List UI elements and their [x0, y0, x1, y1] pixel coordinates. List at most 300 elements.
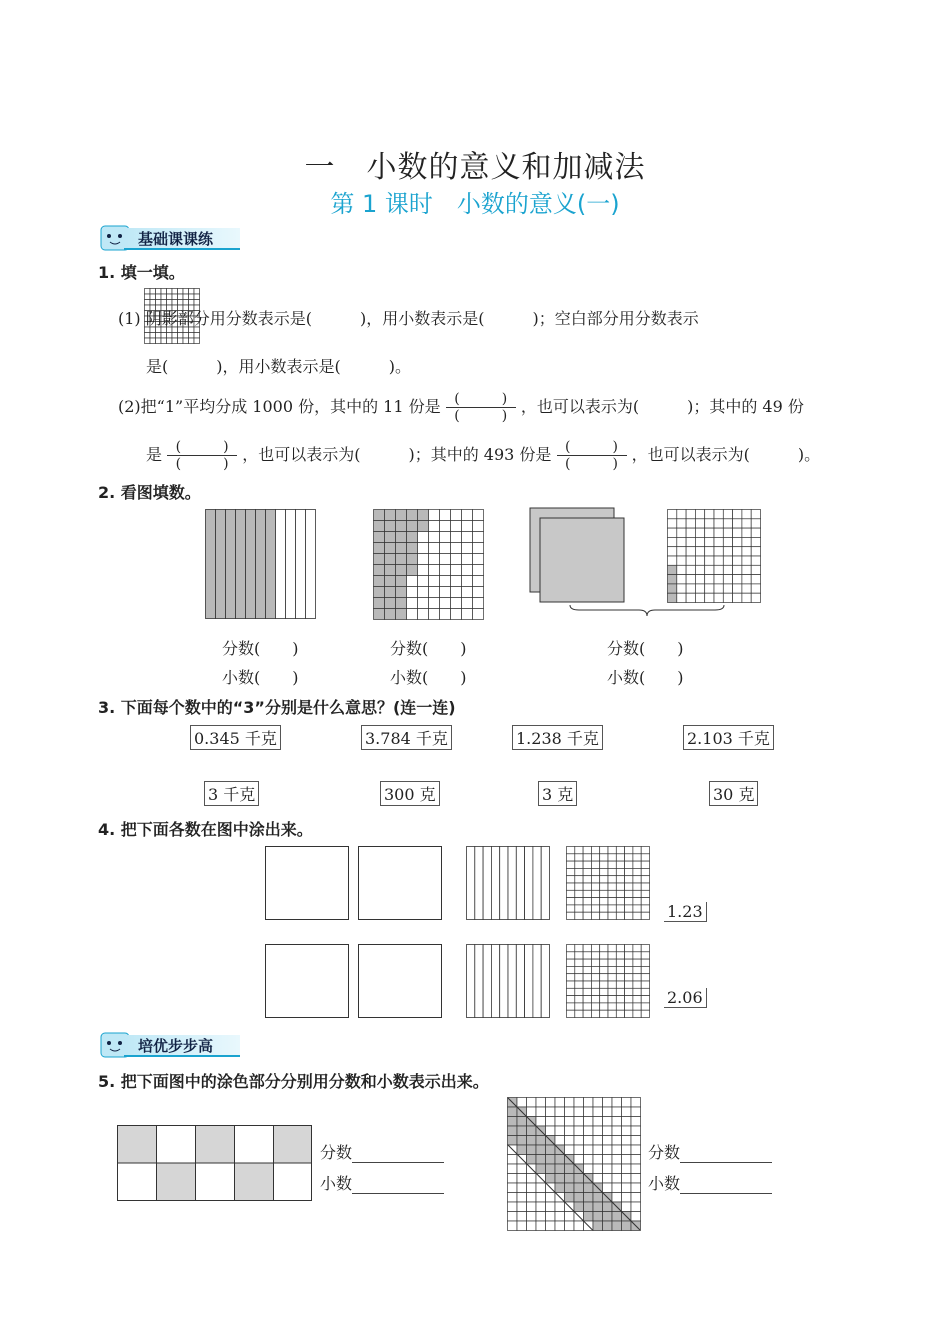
grid-cell — [641, 868, 649, 875]
grid-cell — [631, 1174, 641, 1184]
q3-bottom-box-3[interactable]: 3 克 — [538, 781, 577, 806]
grid-cell — [603, 1221, 613, 1231]
grid-cell — [575, 876, 583, 883]
grid-cell — [668, 593, 677, 602]
grid-cell — [194, 333, 200, 339]
grid-cell — [575, 883, 583, 890]
grid-cell — [600, 876, 608, 883]
grid-cell — [631, 1183, 641, 1193]
frac-num: ( ) — [175, 439, 229, 455]
grid-cell — [695, 510, 704, 519]
grid-cell — [565, 1174, 575, 1184]
grid-cell — [591, 861, 599, 868]
grid-cell — [565, 1212, 575, 1222]
grid-cell — [546, 1117, 556, 1127]
grid-cell — [156, 300, 162, 306]
grid-cell — [567, 905, 575, 912]
grid-cell — [418, 510, 429, 521]
grid-cell — [536, 1107, 546, 1117]
grid-cell — [668, 537, 677, 546]
grid-cell — [451, 543, 462, 554]
grid-cell — [695, 537, 704, 546]
grid-cell — [603, 1136, 613, 1146]
grid-cell — [584, 1212, 594, 1222]
grid-cell — [612, 1212, 622, 1222]
grid-cell — [508, 1221, 518, 1231]
grid-cell — [575, 1010, 583, 1017]
grid-cell — [616, 1003, 624, 1010]
grid-cell — [145, 289, 151, 295]
grid-cell — [608, 959, 616, 966]
grid-cell — [161, 300, 167, 306]
strip-segment — [533, 945, 541, 1018]
grid-cell — [527, 1202, 537, 1212]
grid-cell — [567, 945, 575, 952]
grid-cell — [574, 1221, 584, 1231]
grid-cell — [686, 510, 695, 519]
grid-cell — [633, 847, 641, 854]
grid-cell — [591, 952, 599, 959]
grid-cell — [591, 847, 599, 854]
grid-cell — [145, 333, 151, 339]
strip-segment — [483, 847, 491, 920]
fraction-blank-3[interactable] — [557, 440, 627, 471]
grid-cell — [555, 1174, 565, 1184]
grid-cell — [633, 868, 641, 875]
strip-segment — [483, 945, 491, 1018]
q3-top-box-4[interactable]: 2.103 千克 — [683, 725, 774, 750]
grid-cell — [429, 532, 440, 543]
grid-cell — [555, 1164, 565, 1174]
grid-cell — [451, 576, 462, 587]
grid-cell — [555, 1155, 565, 1165]
grid-cell — [641, 912, 649, 919]
q5-dec-label-1: 小数 — [320, 1171, 444, 1194]
grid-cell — [622, 1164, 632, 1174]
grid-cell — [385, 609, 396, 620]
grid-cell — [631, 1212, 641, 1222]
grid-cell — [616, 974, 624, 981]
grid-cell — [733, 584, 742, 593]
grid-cell — [517, 1136, 527, 1146]
grid-cell — [508, 1136, 518, 1146]
lesson-title: 第 1 课时 小数的意义(一) — [330, 190, 620, 218]
grid-cell — [641, 981, 649, 988]
grid-cell — [641, 876, 649, 883]
grid-cell — [567, 854, 575, 861]
grid-cell — [567, 861, 575, 868]
grid-cell — [172, 289, 178, 295]
grid-cell — [178, 289, 184, 295]
grid-cell — [194, 300, 200, 306]
grid-cell — [575, 1003, 583, 1010]
grid-cell — [603, 1174, 613, 1184]
grid-cell — [527, 1183, 537, 1193]
grid-cell — [583, 974, 591, 981]
strip-segment — [246, 510, 256, 619]
grid-cell — [668, 510, 677, 519]
grid-cell — [677, 556, 686, 565]
grid-cell — [583, 868, 591, 875]
answer-blank[interactable] — [352, 1177, 444, 1194]
grid-cell — [385, 576, 396, 587]
grid-cell — [723, 565, 732, 574]
grid-cell — [622, 1202, 632, 1212]
grid-cell — [742, 556, 751, 565]
grid-cell — [616, 847, 624, 854]
grid-cell — [575, 868, 583, 875]
grid-cell — [473, 609, 484, 620]
grid-cell — [723, 537, 732, 546]
fraction-blank-1[interactable] — [446, 392, 516, 423]
grid-cell — [633, 1003, 641, 1010]
grid-cell — [686, 519, 695, 528]
grid-cell — [633, 988, 641, 995]
grid-cell — [608, 981, 616, 988]
grid-cell — [555, 1126, 565, 1136]
grid-cell — [440, 565, 451, 576]
grid-cell — [396, 598, 407, 609]
grid-cell — [440, 598, 451, 609]
grid-cell — [374, 598, 385, 609]
grid-cell — [668, 565, 677, 574]
q3-top-box-3[interactable]: 1.238 千克 — [512, 725, 603, 750]
q2-frac-label-3: 分数( ) — [607, 639, 684, 658]
grid-cell — [641, 988, 649, 995]
grid-cell — [575, 854, 583, 861]
grid-cell — [527, 1174, 537, 1184]
grid-cell — [584, 1183, 594, 1193]
grid-cell — [641, 905, 649, 912]
grid-cell — [625, 868, 633, 875]
grid-cell — [536, 1183, 546, 1193]
grid-cell — [705, 593, 714, 602]
grid-cell — [608, 1010, 616, 1017]
grid-cell — [677, 565, 686, 574]
grid-cell — [612, 1098, 622, 1108]
grid-cell — [616, 981, 624, 988]
grid-cell — [508, 1107, 518, 1117]
grid-cell — [429, 543, 440, 554]
grid-cell — [625, 974, 633, 981]
grid-cell — [583, 854, 591, 861]
q2-dec-label-2: 小数( ) — [390, 668, 467, 687]
q2-frac-label-2: 分数( ) — [390, 639, 467, 658]
grid-cell — [575, 945, 583, 952]
grid-cell — [608, 905, 616, 912]
answer-blank[interactable] — [352, 1146, 444, 1163]
grid-cell — [677, 584, 686, 593]
grid-cell — [583, 966, 591, 973]
grid-cell — [751, 556, 760, 565]
grid-cell — [705, 510, 714, 519]
grid-cell — [608, 883, 616, 890]
grid-cell — [574, 1136, 584, 1146]
grid-cell — [723, 575, 732, 584]
grid-cell — [622, 1145, 632, 1155]
grid-cell — [631, 1107, 641, 1117]
grid-cell — [462, 587, 473, 598]
strip-segment — [306, 510, 316, 619]
grid-cell — [714, 593, 723, 602]
grid-cell — [546, 1145, 556, 1155]
grid-cell — [723, 593, 732, 602]
grid-cell — [555, 1202, 565, 1212]
grid-cell — [608, 868, 616, 875]
grid-cell — [677, 510, 686, 519]
grid-cell — [429, 609, 440, 620]
answer-blank[interactable] — [680, 1146, 772, 1163]
grid-cell — [591, 945, 599, 952]
grid-cell — [396, 543, 407, 554]
grid-cell — [695, 547, 704, 556]
q4-row1-strips[interactable] — [466, 846, 550, 920]
q4-row1-square-1[interactable] — [265, 846, 349, 920]
grid-cell — [407, 587, 418, 598]
grid-cell — [508, 1183, 518, 1193]
grid-cell — [156, 289, 162, 295]
q2-dec-label-1: 小数( ) — [222, 668, 299, 687]
grid-cell — [686, 537, 695, 546]
q4-row1-square-2[interactable] — [358, 846, 442, 920]
grid-cell — [546, 1212, 556, 1222]
grid-cell — [584, 1117, 594, 1127]
grid-cell — [641, 1003, 649, 1010]
grid-cell — [194, 338, 200, 344]
grid-cell — [396, 521, 407, 532]
grid-cell — [625, 996, 633, 1003]
grid-cell — [714, 565, 723, 574]
grid-cell — [668, 584, 677, 593]
q4-row2-grid[interactable] — [566, 944, 650, 1018]
grid-cell — [385, 521, 396, 532]
grid-cell — [622, 1107, 632, 1117]
grid-cell — [385, 532, 396, 543]
grid-cell — [527, 1145, 537, 1155]
grid-cell — [418, 576, 429, 587]
grid-cell — [714, 584, 723, 593]
grid-cell — [714, 528, 723, 537]
grid-cell — [565, 1183, 575, 1193]
grid-cell — [705, 584, 714, 593]
grid-cell — [567, 883, 575, 890]
grid-cell — [385, 510, 396, 521]
grid-cell — [462, 609, 473, 620]
grid-cell — [161, 338, 167, 344]
grid-cell — [167, 338, 173, 344]
q3-bottom-box-4[interactable]: 30 克 — [709, 781, 758, 806]
grid-cell — [633, 861, 641, 868]
grid-cell — [167, 294, 173, 300]
q4-row2-square-2[interactable] — [358, 944, 442, 1018]
grid-cell — [575, 898, 583, 905]
grid-cell — [622, 1136, 632, 1146]
grid-cell — [600, 1003, 608, 1010]
q2-grid-figure — [373, 509, 483, 619]
q2-frac-label-1: 分数( ) — [222, 639, 299, 658]
q3-bottom-box-2[interactable]: 300 克 — [380, 781, 440, 806]
grid-cell — [396, 532, 407, 543]
grid-cell — [631, 1193, 641, 1203]
grid-cell — [407, 510, 418, 521]
q1-part1-line1: (1) 阴影部分用分数表示是( )，用小数表示是( )；空白部分用分数表示 — [118, 309, 699, 328]
q5-frac-label-2: 分数 — [648, 1140, 772, 1163]
grid-cell — [575, 847, 583, 854]
grid-cell — [625, 966, 633, 973]
grid-cell — [608, 945, 616, 952]
grid-cell — [517, 1164, 527, 1174]
grid-cell — [575, 861, 583, 868]
fraction-blank-2[interactable] — [167, 440, 237, 471]
grid-cell — [508, 1202, 518, 1212]
grid-cell — [451, 521, 462, 532]
grid-cell — [429, 554, 440, 565]
grid-cell — [616, 905, 624, 912]
grid-cell — [567, 876, 575, 883]
grid-cell — [622, 1117, 632, 1127]
grid-cell — [517, 1212, 527, 1222]
strip-segment — [541, 945, 549, 1018]
grid-cell — [583, 847, 591, 854]
grid-cell — [517, 1098, 527, 1108]
grid-cell — [584, 1193, 594, 1203]
q3-top-box-2[interactable]: 3.784 千克 — [361, 725, 452, 750]
grid-cell — [622, 1126, 632, 1136]
grid-cell — [374, 565, 385, 576]
grid-cell — [603, 1117, 613, 1127]
grid-cell — [751, 575, 760, 584]
grid-cell — [695, 593, 704, 602]
grid-cell — [733, 537, 742, 546]
grid-cell — [396, 587, 407, 598]
grid-cell — [625, 854, 633, 861]
grid-cell — [189, 333, 195, 339]
grid-cell — [583, 988, 591, 995]
grid-cell — [705, 575, 714, 584]
strip-segment — [516, 847, 524, 920]
grid-cell — [625, 898, 633, 905]
grid-cell — [593, 1164, 603, 1174]
q2-whole-squares-figure — [530, 508, 630, 608]
grid-cell — [633, 898, 641, 905]
grid-cell — [622, 1183, 632, 1193]
grid-cell — [591, 883, 599, 890]
grid-cell — [567, 890, 575, 897]
grid-cell — [418, 532, 429, 543]
grid-cell — [631, 1098, 641, 1108]
grid-cell — [546, 1164, 556, 1174]
strip-segment — [491, 945, 499, 1018]
grid-cell — [567, 898, 575, 905]
grid-cell — [567, 952, 575, 959]
grid-cell — [742, 565, 751, 574]
grid-cell — [616, 876, 624, 883]
grid-cell — [641, 898, 649, 905]
grid-cell — [600, 898, 608, 905]
grid-cell — [440, 510, 451, 521]
grid-cell — [418, 565, 429, 576]
grid-cell — [546, 1098, 556, 1108]
frac-den: ( ) — [565, 456, 618, 472]
grid-cell — [742, 584, 751, 593]
grid-cell — [600, 1010, 608, 1017]
grid-cell — [178, 333, 184, 339]
grid-cell — [567, 981, 575, 988]
grid-cell — [733, 556, 742, 565]
grid-cell — [517, 1193, 527, 1203]
grid-cell — [742, 593, 751, 602]
grid-cell — [593, 1145, 603, 1155]
grid-cell — [451, 609, 462, 620]
grid-cell — [536, 1212, 546, 1222]
strip-segment — [216, 510, 226, 619]
strip-segment — [525, 945, 533, 1018]
grid-cell — [508, 1155, 518, 1165]
grid-cell — [536, 1221, 546, 1231]
q3-bottom-box-1[interactable]: 3 千克 — [204, 781, 259, 806]
grid-cell — [677, 575, 686, 584]
grid-cell — [440, 587, 451, 598]
grid-cell — [625, 981, 633, 988]
grid-cell — [631, 1126, 641, 1136]
grid-cell — [733, 593, 742, 602]
grid-cell — [686, 556, 695, 565]
q4-row2-strips[interactable] — [466, 944, 550, 1018]
answer-blank[interactable] — [680, 1177, 772, 1194]
grid-cell — [565, 1221, 575, 1231]
grid-cell — [733, 575, 742, 584]
grid-cell — [616, 883, 624, 890]
grid-cell — [575, 988, 583, 995]
grid-cell — [593, 1098, 603, 1108]
grid-cell — [600, 988, 608, 995]
grid-cell — [584, 1107, 594, 1117]
grid-cell — [508, 1212, 518, 1222]
grid-cell — [583, 876, 591, 883]
grid-cell — [603, 1183, 613, 1193]
grid-cell — [567, 974, 575, 981]
grid-cell — [172, 333, 178, 339]
grid-cell — [575, 890, 583, 897]
grid-cell — [565, 1117, 575, 1127]
q4-row1-grid[interactable] — [566, 846, 650, 920]
grid-cell — [616, 854, 624, 861]
grid-cell — [686, 528, 695, 537]
q3-top-box-1[interactable]: 0.345 千克 — [190, 725, 281, 750]
grid-cell — [600, 905, 608, 912]
grid-cell — [583, 959, 591, 966]
strip-segment — [296, 510, 306, 619]
grid-cell — [567, 868, 575, 875]
grid-cell — [145, 294, 151, 300]
grid-cell — [396, 565, 407, 576]
q2-strip-figure — [205, 509, 315, 619]
frac-num: ( ) — [565, 439, 618, 455]
q4-row2-square-1[interactable] — [265, 944, 349, 1018]
grid-cell — [440, 543, 451, 554]
grid-cell — [567, 1010, 575, 1017]
grid-cell — [567, 966, 575, 973]
grid-cell — [668, 528, 677, 537]
grid-cell — [612, 1174, 622, 1184]
grid-cell — [591, 1010, 599, 1017]
grid-cell — [584, 1155, 594, 1165]
grid-cell — [462, 598, 473, 609]
grid-cell — [567, 912, 575, 919]
grid-cell — [668, 519, 677, 528]
grid-cell — [633, 974, 641, 981]
grid-cell — [583, 861, 591, 868]
